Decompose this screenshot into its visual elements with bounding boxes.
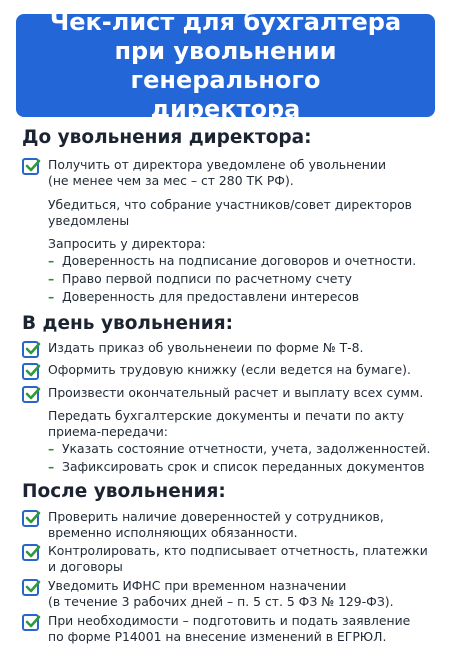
dash-item: [48, 253, 416, 268]
item-text-line-1: Контролировать, кто подписывает отчетность, платежки: [48, 543, 428, 558]
item-text-line-2: и договоры: [48, 559, 123, 574]
item-text: Издать приказ об увольненеии по форме № Т-8.: [48, 340, 364, 355]
item-text-line-1: Уведомить ИФНС при временном назначении: [48, 578, 347, 593]
item-text-line-2: по форме Р14001 на внесение изменений в ЕГРЮЛ.: [48, 629, 387, 644]
checkbox-checked-icon[interactable]: [22, 341, 39, 358]
title-line-3: директора: [150, 94, 301, 123]
note-text: приема-передачи:: [48, 424, 168, 439]
item-text-line-2: (в течение 3 рабочих дней – п. 5 ст. 5 ФЗ № 129-ФЗ).: [48, 594, 394, 609]
note-text: Передать бухгалтерские документы и печати по акту: [48, 408, 405, 423]
section-after-dismissal-title: После увольнения:: [22, 481, 226, 502]
item-text-line-1: Проверить наличие доверенностей у сотрудников,: [48, 509, 384, 524]
note-text: уведомлены: [48, 213, 130, 228]
dash-item-text: Указать состояние отчетности, учета, задолженностей.: [62, 441, 431, 456]
note-text: Убедиться, что собрание участников/совет директоров: [48, 197, 412, 212]
dash-item-text: Доверенность на подписание договоров и очетности.: [62, 253, 417, 268]
checkbox-checked-icon[interactable]: [22, 579, 39, 596]
dash-item-text: Зафиксировать срок и список переданных документов: [62, 459, 425, 474]
dash-item: [48, 441, 430, 456]
title-line-1: Чек-лист для бухгалтера: [49, 7, 402, 36]
checkbox-checked-icon[interactable]: [22, 544, 39, 561]
checkbox-checked-icon[interactable]: [22, 363, 39, 380]
checkbox-checked-icon[interactable]: [22, 614, 39, 631]
item-text-line-1: Получить от директора уведомлене об увольнении: [48, 157, 386, 172]
dash-item-text: Право первой подписи по расчетному счету: [62, 271, 352, 286]
section-before-dismissal-title: До увольнения директора:: [22, 127, 312, 148]
dash-icon: –: [48, 459, 55, 474]
dash-icon: –: [48, 253, 55, 268]
item-text: Произвести окончательный расчет и выплату всех сумм.: [48, 385, 424, 400]
checkbox-checked-icon[interactable]: [22, 158, 39, 175]
item-text-line-2: временно исполняющих обязанности.: [48, 525, 298, 540]
item-text-line-1: При необходимости – подготовить и подать заявление: [48, 613, 411, 628]
dash-icon: –: [48, 289, 55, 304]
dash-icon: –: [48, 441, 55, 456]
section-dismissal-day-title: В день увольнения:: [22, 313, 234, 334]
checkbox-checked-icon[interactable]: [22, 386, 39, 403]
title-line-2: при увольнении генерального: [114, 36, 337, 94]
dash-item: [48, 289, 359, 304]
dash-item: [48, 459, 425, 474]
note-text: Запросить у директора:: [48, 236, 206, 251]
item-text: Оформить трудовую книжку (если ведется на бумаге).: [48, 362, 411, 377]
title-banner: [16, 7, 435, 123]
dash-item-text: Доверенность для предоставлени интересов: [62, 289, 360, 304]
dash-item: [48, 271, 352, 286]
item-text-line-2: (не менее чем за мес – ст 280 ТК РФ).: [48, 173, 294, 188]
checkbox-checked-icon[interactable]: [22, 510, 39, 527]
dash-icon: –: [48, 271, 55, 286]
